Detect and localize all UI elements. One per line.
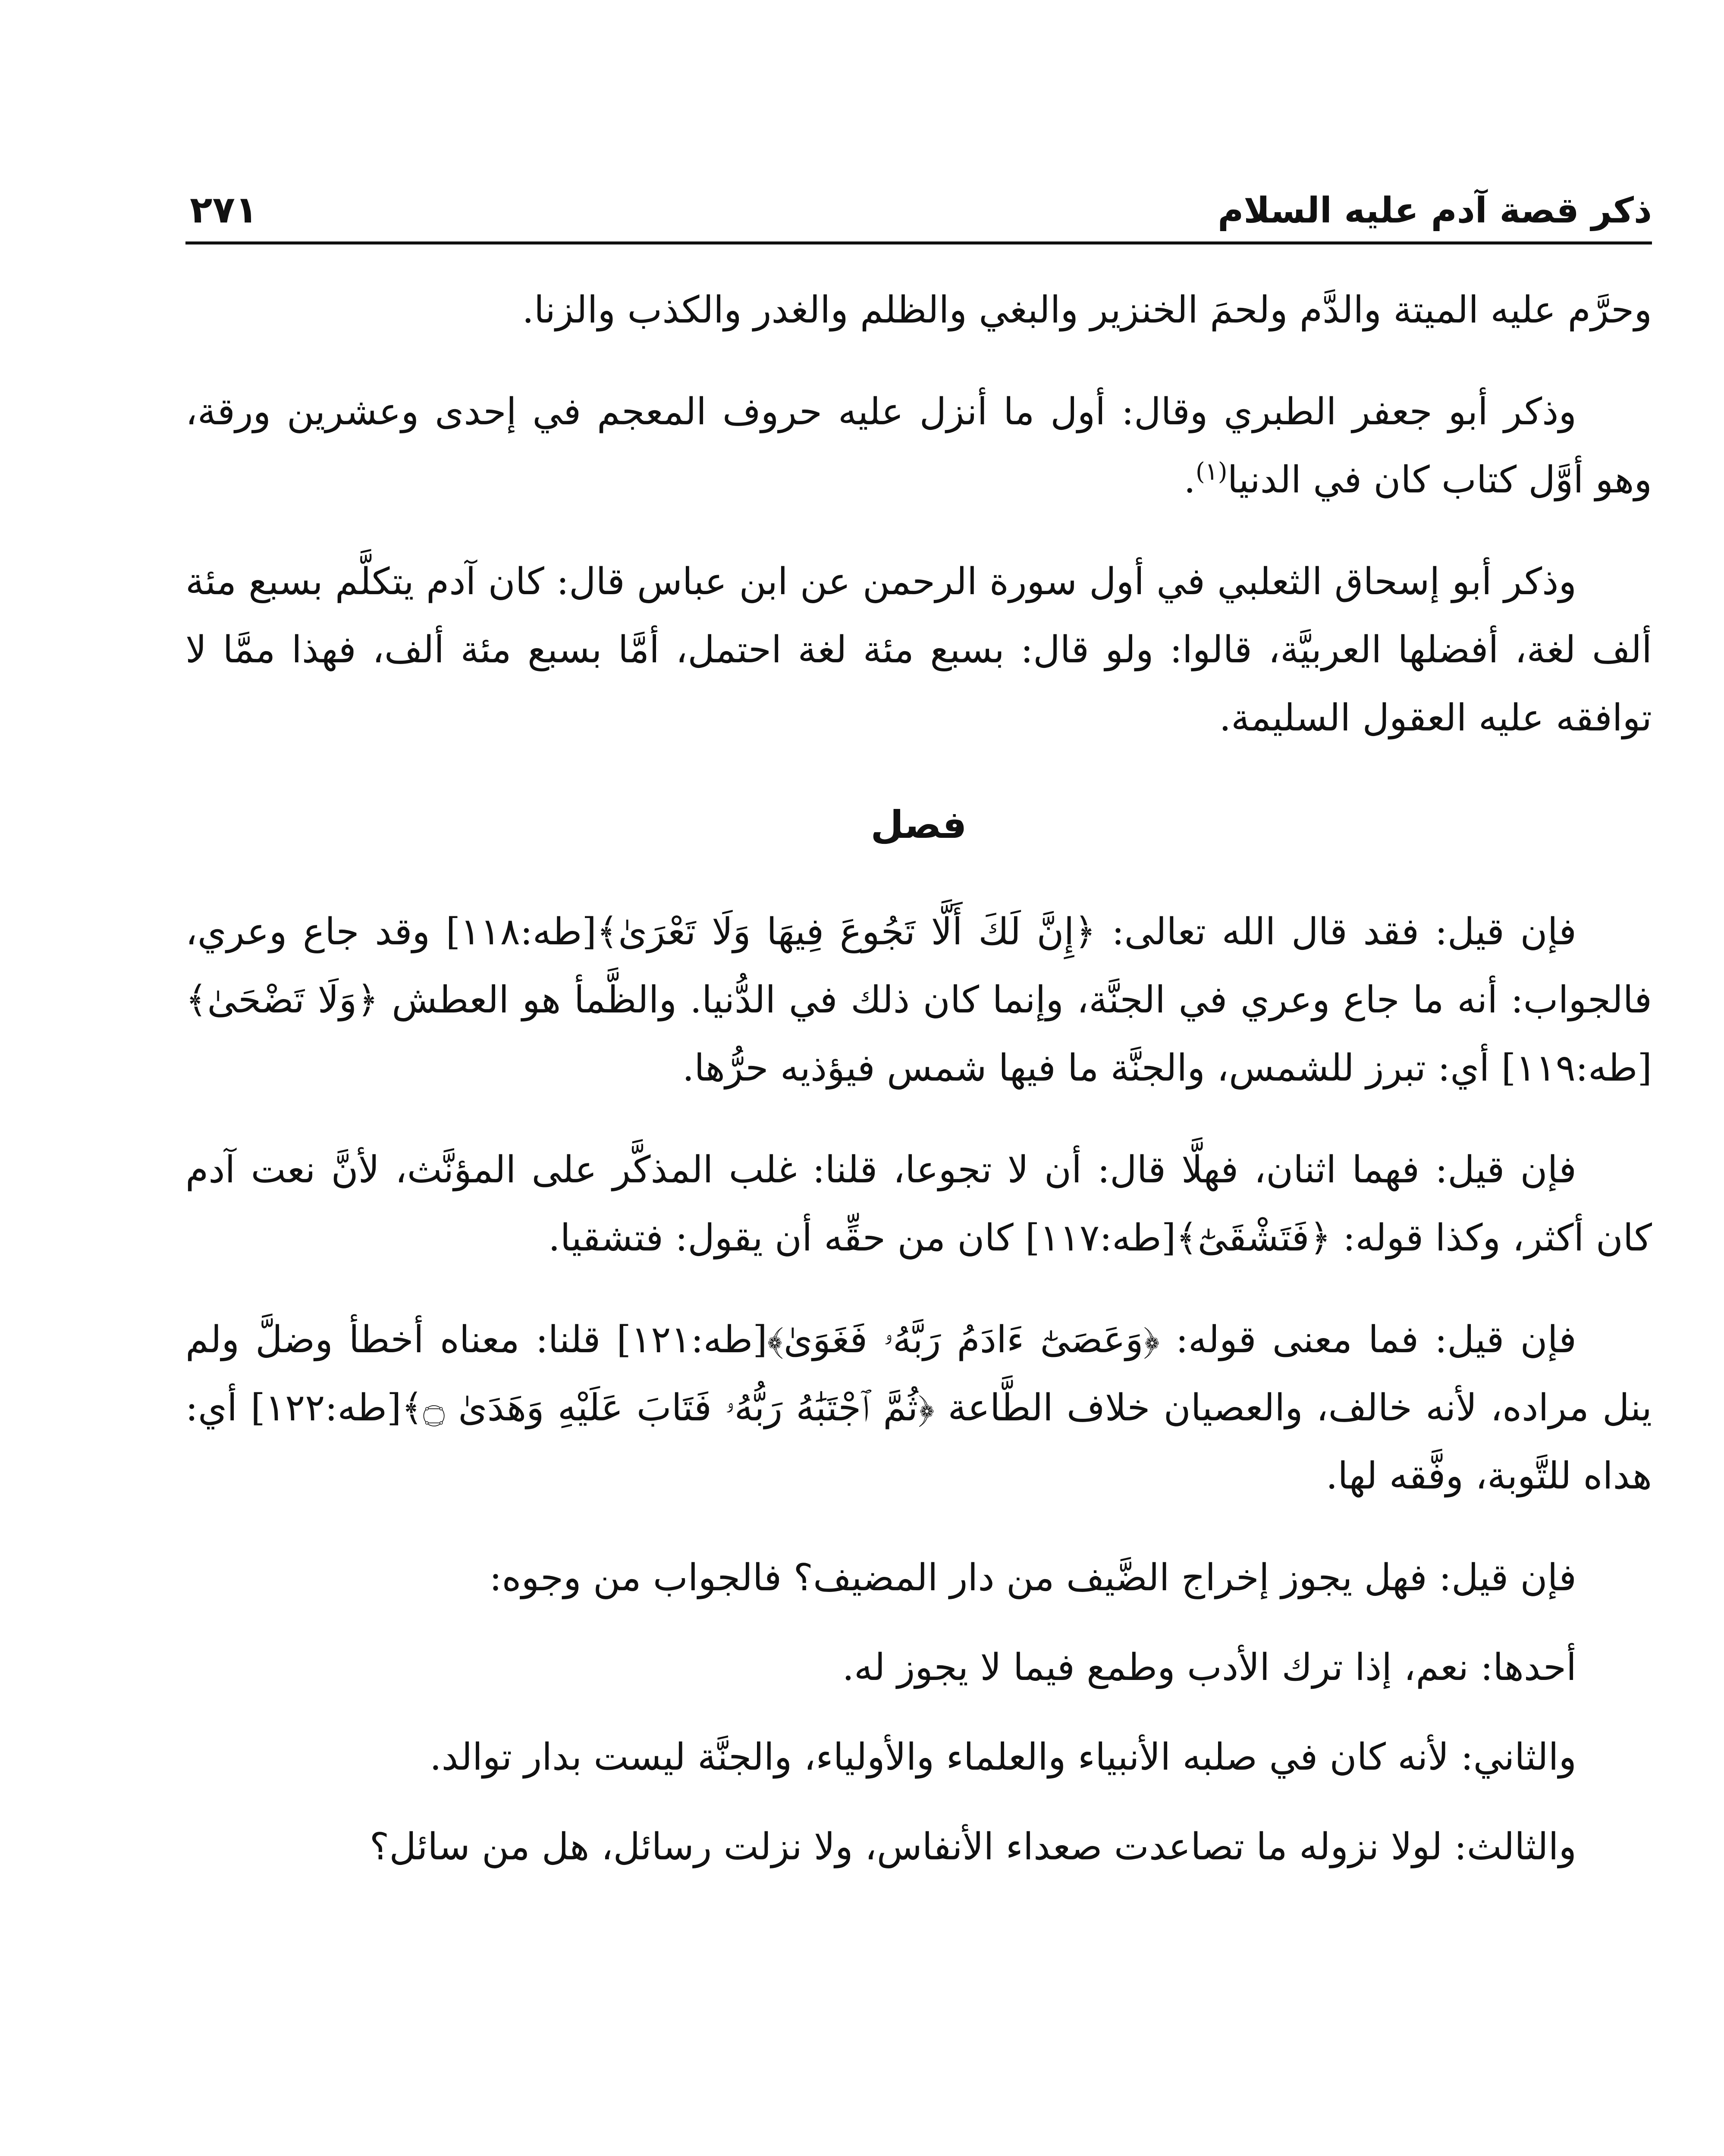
paragraph xyxy=(185,378,1652,514)
page-header xyxy=(185,164,1652,232)
paragraph-text: وذكر أبو جعفر الطبري وقال: أول ما أنزل عليه حروف المعجم في إحدى وعشرين ورقة، وهو أوَّل كتاب كان في الدنيا xyxy=(185,390,1652,501)
page-number: ٢٧١ xyxy=(190,188,258,232)
paragraph: فإن قيل: فهما اثنان، فهلَّا قال: أن لا تجوعا، قلنا: غلب المذكَّر على المؤنَّث، لأنَّ نعت آدم كان أكثر، وكذا قوله: ﴿فَتَشْقَىٰٓ﴾[طه:١١٧] كان من حقِّه أن يقول: فتشقيا. xyxy=(185,1148,1652,1260)
paragraph-end: . xyxy=(1184,458,1196,501)
footnote-reference: (١) xyxy=(1195,458,1228,486)
paragraph: والثاني: لأنه كان في صلبه الأنبياء والعلماء والأولياء، والجنَّة ليست بدار توالد. xyxy=(430,1736,1576,1779)
paragraph: أحدها: نعم، إذا ترك الأدب وطمع فيما لا يجوز له. xyxy=(842,1646,1576,1689)
paragraph: فإن قيل: فهل يجوز إخراج الضَّيف من دار المضيف؟ فالجواب من وجوه: xyxy=(489,1556,1576,1599)
header-rule xyxy=(185,241,1652,244)
paragraph: فإن قيل: فما معنى قوله: ﴿وَعَصَىٰٓ ءَادَمُ رَبَّهُۥ فَغَوَىٰ﴾[طه:١٢١] قلنا: معناه أخطأ وضلَّ ولم ينل مراده، لأنه خالف، والعصيان خلاف الطَّاعة ﴿ثُمَّ ٱجْتَبَٰهُ رَبُّهُۥ فَتَابَ عَلَيْهِ وَهَدَىٰ ۝﴾[طه:١٢٢] أي: هداه للتَّوبة، وفَّقه لها. xyxy=(185,1318,1652,1498)
main-text xyxy=(185,276,1652,1915)
paragraph: وذكر أبو إسحاق الثعلبي في أول سورة الرحمن عن ابن عباس قال: كان آدم يتكلَّم بسبع مئة ألف لغة، أفضلها العربيَّة، قالوا: ولو قال: بسبع مئة لغة احتمل، أمَّا بسبع مئة ألف، فهذا ممَّا لا توافقه عليه العقول السليمة. xyxy=(185,560,1652,740)
paragraph: والثالث: لولا نزوله ما تصاعدت صعداء الأنفاس، ولا نزلت رسائل، هل من سائل؟ xyxy=(369,1825,1576,1868)
paragraph: وحرَّم عليه الميتة والدَّم ولحمَ الخنزير والبغي والظلم والغدر والكذب والزنا. xyxy=(522,288,1652,332)
running-title: ذكر قصة آدم عليه السلام xyxy=(1218,190,1652,231)
section-heading: فصل xyxy=(870,802,967,847)
paragraph: فإن قيل: فقد قال الله تعالى: ﴿إِنَّ لَكَ أَلَّا تَجُوعَ فِيهَا وَلَا تَعْرَىٰ﴾[طه:١١٨] وقد جاع وعري، فالجواب: أنه ما جاع وعري في الجنَّة، وإنما كان ذلك في الدُّنيا. والظَّمأ هو العطش ﴿وَلَا تَضْحَىٰ﴾[طه:١١٩] أي: تبرز للشمس، والجنَّة ما فيها شمس فيؤذيه حرُّها. xyxy=(185,910,1652,1090)
